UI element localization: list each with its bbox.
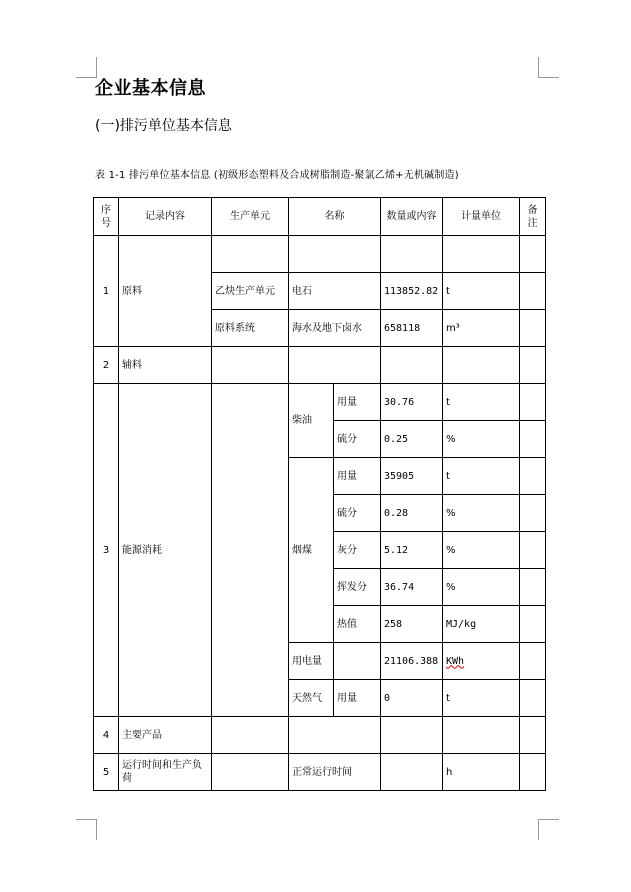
cell-name	[289, 347, 381, 384]
cell-unit	[212, 717, 289, 754]
cell-unit	[212, 347, 289, 384]
cell-param: 挥发分	[334, 569, 381, 606]
power-unit-text: KWh	[446, 655, 465, 667]
cell-record: 主要产品	[119, 717, 212, 754]
cell-qty: 0.28	[381, 495, 443, 532]
cell-qty	[381, 347, 443, 384]
basic-info-table	[93, 197, 546, 791]
cell-qty	[381, 717, 443, 754]
cell-name: 电石	[289, 273, 381, 310]
cell-measure: t	[443, 458, 520, 495]
cell-remark	[520, 680, 546, 717]
table-row	[94, 717, 546, 754]
cell-qty: 36.74	[381, 569, 443, 606]
cell-name: 正常运行时间	[289, 754, 381, 791]
cell-param: 灰分	[334, 532, 381, 569]
table-row	[94, 236, 546, 273]
cell-name: 海水及地下卤水	[289, 310, 381, 347]
crop-mark-top-left	[76, 57, 97, 78]
cell-fuel-name: 柴油	[289, 384, 334, 458]
cell-remark	[520, 458, 546, 495]
cell-remark	[520, 569, 546, 606]
cell-unit	[212, 754, 289, 791]
cell-qty: 35905	[381, 458, 443, 495]
cell-measure	[443, 643, 520, 680]
cell-qty: 113852.82	[381, 273, 443, 310]
cell-unit	[212, 384, 289, 717]
cell-record: 原料	[119, 236, 212, 347]
cell-qty: 21106.388	[381, 643, 443, 680]
cell-measure: t	[443, 680, 520, 717]
header-measure: 计量单位	[443, 198, 520, 236]
cell-measure: h	[443, 754, 520, 791]
cell-param	[334, 643, 381, 680]
cell-remark	[520, 236, 546, 273]
cell-remark	[520, 384, 546, 421]
cell-seq: 5	[94, 754, 119, 791]
page-title: 企业基本信息	[95, 78, 206, 99]
header-unit: 生产单元	[212, 198, 289, 236]
cell-qty: 0.25	[381, 421, 443, 458]
cell-qty: 5.12	[381, 532, 443, 569]
cell-param: 用量	[334, 384, 381, 421]
cell-record: 能源消耗	[119, 384, 212, 717]
cell-measure: %	[443, 532, 520, 569]
crop-mark-bottom-left	[76, 819, 97, 840]
cell-remark	[520, 421, 546, 458]
cell-qty: 0	[381, 680, 443, 717]
cell-qty	[381, 236, 443, 273]
header-name: 名称	[289, 198, 381, 236]
cell-param: 用量	[334, 680, 381, 717]
header-remark: 备注	[520, 198, 546, 236]
section-heading: (一)排污单位基本信息	[95, 118, 232, 134]
table-header-row	[94, 198, 546, 236]
cell-remark	[520, 717, 546, 754]
cell-remark	[520, 606, 546, 643]
cell-param: 用量	[334, 458, 381, 495]
cell-remark	[520, 532, 546, 569]
cell-fuel-name: 用电量	[289, 643, 334, 680]
cell-remark	[520, 273, 546, 310]
cell-unit	[212, 236, 289, 273]
cell-remark	[520, 643, 546, 680]
cell-name	[289, 236, 381, 273]
header-seq: 序号	[94, 198, 119, 236]
cell-remark	[520, 347, 546, 384]
cell-seq: 3	[94, 384, 119, 717]
cell-measure: t	[443, 384, 520, 421]
cell-measure: t	[443, 273, 520, 310]
cell-qty	[381, 754, 443, 791]
cell-remark	[520, 495, 546, 532]
table-row	[94, 754, 546, 791]
crop-mark-bottom-right	[538, 819, 559, 840]
cell-remark	[520, 310, 546, 347]
table-row	[94, 347, 546, 384]
cell-measure: MJ/kg	[443, 606, 520, 643]
cell-unit: 乙炔生产单元	[212, 273, 289, 310]
cell-remark	[520, 754, 546, 791]
cell-fuel-name: 天然气	[289, 680, 334, 717]
cell-seq: 4	[94, 717, 119, 754]
table-row	[94, 384, 546, 421]
cell-param: 硫分	[334, 495, 381, 532]
cell-unit: 原料系统	[212, 310, 289, 347]
cell-qty: 30.76	[381, 384, 443, 421]
cell-param: 热值	[334, 606, 381, 643]
cell-name	[289, 717, 381, 754]
cell-measure	[443, 236, 520, 273]
header-record: 记录内容	[119, 198, 212, 236]
cell-record: 辅料	[119, 347, 212, 384]
table-caption: 表 1-1 排污单位基本信息 (初级形态塑料及合成树脂制造-聚氯乙烯+无机碱制造)	[95, 170, 459, 181]
cell-record: 运行时间和生产负荷	[119, 754, 212, 791]
cell-fuel-name: 烟煤	[289, 458, 334, 643]
cell-seq: 2	[94, 347, 119, 384]
crop-mark-top-right	[538, 57, 559, 78]
header-qty: 数量或内容	[381, 198, 443, 236]
cell-measure: %	[443, 421, 520, 458]
cell-qty: 658118	[381, 310, 443, 347]
cell-measure: %	[443, 495, 520, 532]
cell-measure	[443, 347, 520, 384]
cell-seq: 1	[94, 236, 119, 347]
cell-qty: 258	[381, 606, 443, 643]
cell-measure: %	[443, 569, 520, 606]
cell-param: 硫分	[334, 421, 381, 458]
cell-measure	[443, 717, 520, 754]
cell-measure: m³	[443, 310, 520, 347]
